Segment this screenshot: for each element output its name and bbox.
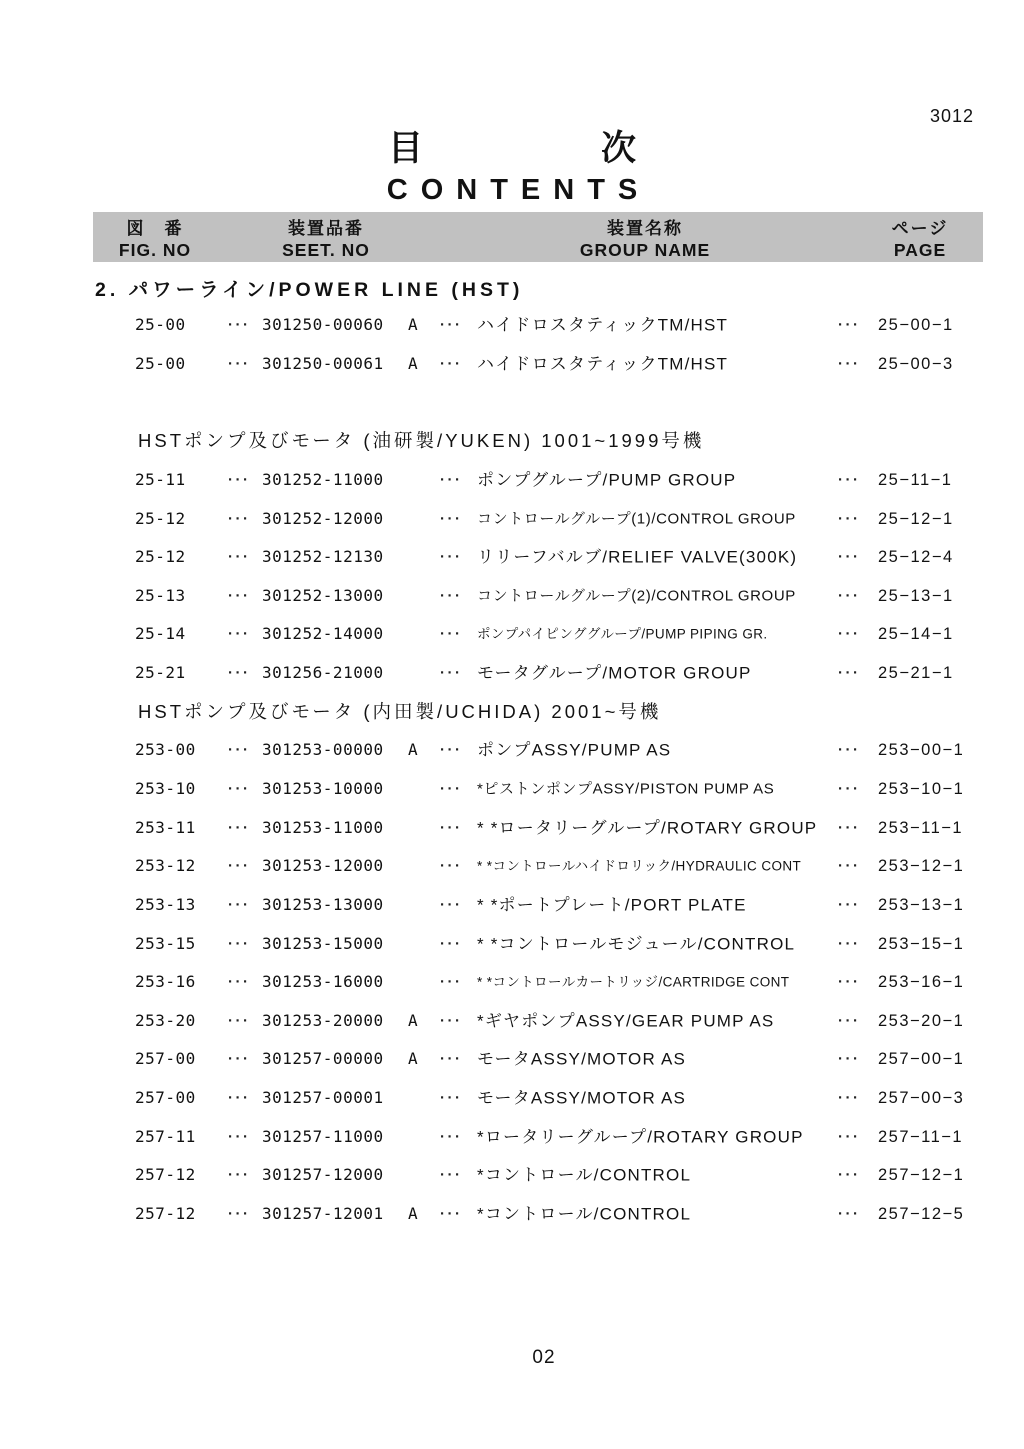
leader-dots: ··· — [440, 625, 463, 643]
footer-page-number: 02 — [532, 1347, 556, 1368]
leader-dots: ··· — [838, 780, 861, 798]
toc-subsection — [0, 692, 1024, 731]
leader-dots: ··· — [228, 664, 251, 682]
toc-entry — [0, 654, 1024, 693]
toc-entry — [0, 847, 1024, 886]
toc-entry — [0, 1195, 1024, 1234]
seet-no: 301253-10000 — [262, 779, 384, 798]
leader-dots: ··· — [838, 510, 861, 528]
seet-no: 301257-11000 — [262, 1126, 384, 1146]
leader-dots: ··· — [440, 1166, 463, 1184]
fig-no: 253-13 — [135, 894, 196, 914]
group-name: モータASSY/MOTOR AS — [477, 1088, 687, 1108]
toc-entry — [0, 499, 1024, 538]
leader-dots: ··· — [228, 1166, 251, 1184]
doc-code: 3012 — [930, 106, 975, 126]
seet-no: 301253-15000 — [262, 933, 384, 953]
leader-dots: ··· — [440, 1205, 463, 1223]
leader-dots: ··· — [838, 819, 861, 837]
leader-dots: ··· — [228, 780, 251, 798]
fig-no: 25-00 — [135, 315, 186, 335]
toc-entry — [0, 345, 1024, 384]
group-name: ハイドロスタティックTM/HST — [477, 315, 729, 335]
leader-dots: ··· — [228, 741, 251, 759]
toc-entry — [0, 963, 1024, 1002]
section-title: 2. パワーライン/POWER LINE (HST) — [95, 279, 524, 301]
leader-dots: ··· — [440, 857, 463, 875]
leader-dots: ··· — [228, 355, 251, 373]
leader-dots: ··· — [838, 316, 861, 334]
page-no: 253−00−1 — [878, 741, 965, 760]
page-no: 25−00−3 — [878, 354, 954, 373]
revision-letter: A — [408, 1010, 418, 1030]
column-header-fig-en: FIG. NO — [118, 239, 192, 260]
toc-entry — [0, 538, 1024, 577]
fig-no: 25-12 — [135, 547, 186, 567]
leader-dots: ··· — [228, 857, 251, 875]
leader-dots: ··· — [838, 471, 861, 489]
leader-dots: ··· — [838, 587, 861, 605]
leader-dots: ··· — [838, 1089, 861, 1107]
leader-dots: ··· — [838, 1128, 861, 1146]
seet-no: 301250-00061 — [262, 353, 384, 373]
leader-dots: ··· — [228, 935, 251, 953]
title-en-text: CONTENTS — [386, 174, 651, 206]
page-no: 257−12−5 — [878, 1204, 965, 1223]
fig-no: 253-00 — [135, 740, 196, 760]
page-no: 257−12−1 — [878, 1166, 965, 1185]
seet-no: 301252-12000 — [262, 508, 384, 528]
leader-dots: ··· — [838, 973, 861, 991]
column-header-seet-no — [282, 212, 370, 262]
leader-dots: ··· — [838, 1012, 861, 1030]
leader-dots: ··· — [228, 819, 251, 837]
seet-no: 301252-11000 — [262, 469, 384, 489]
group-name: ポンプグループ/PUMP GROUP — [477, 470, 737, 490]
page-no: 257−00−1 — [878, 1050, 965, 1069]
leader-dots: ··· — [838, 896, 861, 914]
leader-dots: ··· — [228, 1012, 251, 1030]
leader-dots: ··· — [228, 1050, 251, 1068]
group-name: * *ポートプレート/PORT PLATE — [477, 895, 747, 915]
fig-no: 253-20 — [135, 1010, 196, 1030]
leader-dots: ··· — [838, 355, 861, 373]
leader-dots: ··· — [440, 1012, 463, 1030]
page-no: 25−21−1 — [878, 663, 954, 682]
seet-no: 301253-16000 — [262, 972, 384, 992]
group-name: *ロータリーグループ/ROTARY GROUP — [477, 1127, 804, 1147]
column-header-name-ja: 装置名称 — [607, 218, 683, 238]
toc-entry — [0, 924, 1024, 963]
seet-no: 301257-00001 — [262, 1088, 384, 1108]
leader-dots: ··· — [228, 316, 251, 334]
group-name: *コントロール/CONTROL — [477, 1204, 692, 1224]
page-no: 253−16−1 — [878, 972, 965, 991]
leader-dots: ··· — [838, 741, 861, 759]
leader-dots: ··· — [228, 510, 251, 528]
group-name: * *ロータリーグループ/ROTARY GROUP — [477, 818, 818, 838]
leader-dots: ··· — [440, 1128, 463, 1146]
toc-entry — [0, 615, 1024, 654]
fig-no: 257-00 — [135, 1049, 196, 1069]
revision-letter: A — [408, 1049, 418, 1069]
group-name: *ギヤポンプASSY/GEAR PUMP AS — [477, 1011, 775, 1031]
column-header-fig-ja: 図 番 — [126, 218, 184, 238]
leader-dots: ··· — [440, 741, 463, 759]
leader-dots: ··· — [838, 625, 861, 643]
leader-dots: ··· — [440, 510, 463, 528]
page-no: 25−12−4 — [878, 547, 954, 566]
fig-no: 25-00 — [135, 353, 186, 373]
seet-no: 301257-12001 — [262, 1204, 384, 1224]
seet-no: 301252-14000 — [262, 624, 384, 644]
table-header-bar — [93, 212, 983, 262]
leader-dots: ··· — [838, 1166, 861, 1184]
seet-no: 301257-12000 — [262, 1165, 384, 1185]
fig-no: 257-11 — [135, 1126, 196, 1146]
page-no: 257−11−1 — [878, 1127, 964, 1146]
seet-no: 301252-12130 — [262, 547, 384, 567]
fig-no: 257-00 — [135, 1088, 196, 1108]
leader-dots: ··· — [440, 935, 463, 953]
page-no: 253−12−1 — [878, 857, 965, 876]
fig-no: 253-10 — [135, 779, 196, 798]
group-name: * *コントロールカートリッジ/CARTRIDGE CONT — [477, 974, 790, 990]
fig-no: 25-11 — [135, 469, 186, 489]
toc-entry — [0, 1117, 1024, 1156]
toc-entry — [0, 1156, 1024, 1195]
toc-subsection — [0, 422, 1024, 461]
group-name: コントロールグループ(1)/CONTROL GROUP — [477, 510, 796, 528]
leader-dots: ··· — [838, 935, 861, 953]
toc-entry — [0, 306, 1024, 345]
seet-no: 301253-13000 — [262, 894, 384, 914]
seet-no: 301252-13000 — [262, 585, 384, 605]
leader-dots: ··· — [440, 1050, 463, 1068]
leader-dots: ··· — [440, 896, 463, 914]
toc-entry — [0, 1002, 1024, 1041]
toc-rows — [0, 306, 1024, 1233]
group-name: モータASSY/MOTOR AS — [477, 1049, 687, 1069]
toc-entry — [0, 1079, 1024, 1118]
group-name: ポンプパイピンググループ/PUMP PIPING GR. — [477, 626, 768, 642]
leader-dots: ··· — [228, 471, 251, 489]
column-header-page — [892, 212, 949, 262]
title-char-moku: 目 — [387, 129, 423, 168]
column-header-page-ja: ページ — [891, 218, 949, 238]
group-name: リリーフバルブ/RELIEF VALVE(300K) — [477, 547, 798, 567]
leader-dots: ··· — [228, 973, 251, 991]
fig-no: 25-13 — [135, 585, 186, 605]
fig-no: 257-12 — [135, 1165, 196, 1185]
leader-dots: ··· — [228, 1128, 251, 1146]
seet-no: 301250-00060 — [262, 315, 384, 335]
leader-dots: ··· — [838, 1050, 861, 1068]
page-no: 25−00−1 — [878, 316, 954, 335]
leader-dots: ··· — [228, 896, 251, 914]
group-name: *コントロール/CONTROL — [477, 1165, 692, 1185]
group-name: ハイドロスタティックTM/HST — [477, 354, 729, 374]
leader-dots: ··· — [838, 1205, 861, 1223]
leader-dots: ··· — [440, 1089, 463, 1107]
page-no: 25−11−1 — [878, 470, 953, 489]
seet-no: 301253-00000 — [262, 740, 384, 760]
leader-dots: ··· — [440, 664, 463, 682]
toc-entry — [0, 731, 1024, 770]
seet-no: 301253-20000 — [262, 1010, 384, 1030]
seet-no: 301253-11000 — [262, 817, 384, 837]
column-header-name-en: GROUP NAME — [579, 239, 711, 260]
leader-dots: ··· — [838, 857, 861, 875]
revision-letter: A — [408, 315, 418, 335]
leader-dots: ··· — [440, 316, 463, 334]
column-header-group-name — [580, 212, 710, 262]
revision-letter: A — [408, 740, 418, 760]
toc-entry — [0, 576, 1024, 615]
revision-letter: A — [408, 1204, 418, 1224]
subsection-title: HSTポンプ及びモータ (油研製/YUKEN) 1001~1999号機 — [138, 429, 705, 451]
toc-entry — [0, 886, 1024, 925]
page-no: 253−10−1 — [878, 779, 965, 798]
leader-dots: ··· — [838, 548, 861, 566]
seet-no: 301257-00000 — [262, 1049, 384, 1069]
column-header-fig-no — [119, 212, 191, 262]
group-name: *ピストンポンプASSY/PISTON PUMP AS — [477, 780, 775, 798]
leader-dots: ··· — [440, 471, 463, 489]
page-title-japanese — [0, 130, 1024, 169]
page-title-english — [0, 174, 1024, 207]
toc-entry — [0, 461, 1024, 500]
seet-no: 301256-21000 — [262, 663, 384, 683]
fig-no: 25-12 — [135, 508, 186, 528]
leader-dots: ··· — [440, 587, 463, 605]
leader-dots: ··· — [440, 780, 463, 798]
fig-no: 257-12 — [135, 1204, 196, 1224]
leader-dots: ··· — [440, 819, 463, 837]
leader-dots: ··· — [228, 625, 251, 643]
leader-dots: ··· — [440, 355, 463, 373]
fig-no: 25-14 — [135, 624, 186, 644]
fig-no: 253-12 — [135, 856, 196, 876]
seet-no: 301253-12000 — [262, 856, 384, 876]
toc-spacer — [0, 383, 1024, 422]
column-header-page-en: PAGE — [893, 239, 947, 260]
fig-no: 253-11 — [135, 817, 196, 837]
fig-no: 253-15 — [135, 933, 196, 953]
fig-no: 253-16 — [135, 972, 196, 992]
page-no: 25−14−1 — [878, 625, 954, 644]
page-no: 253−20−1 — [878, 1011, 965, 1030]
leader-dots: ··· — [228, 1089, 251, 1107]
group-name: コントロールグループ(2)/CONTROL GROUP — [477, 587, 796, 605]
revision-letter: A — [408, 353, 418, 373]
group-name: * *コントロールハイドロリック/HYDRAULIC CONT — [477, 858, 802, 874]
page-no: 253−15−1 — [878, 934, 965, 953]
fig-no: 25-21 — [135, 663, 186, 683]
leader-dots: ··· — [228, 587, 251, 605]
page-no: 25−12−1 — [878, 509, 954, 528]
leader-dots: ··· — [440, 973, 463, 991]
column-header-seet-ja: 装置品番 — [288, 218, 364, 238]
leader-dots: ··· — [228, 1205, 251, 1223]
group-name: ポンプASSY/PUMP AS — [477, 740, 672, 760]
leader-dots: ··· — [838, 664, 861, 682]
toc-entry — [0, 770, 1024, 809]
leader-dots: ··· — [228, 548, 251, 566]
toc-entry — [0, 808, 1024, 847]
column-header-seet-en: SEET. NO — [282, 239, 370, 260]
group-name: * *コントロールモジュール/CONTROL — [477, 934, 796, 954]
title-char-ji: 次 — [601, 129, 637, 168]
subsection-title: HSTポンプ及びモータ (内田製/UCHIDA) 2001~号機 — [138, 700, 662, 722]
page-no: 253−11−1 — [878, 818, 964, 837]
page-no: 253−13−1 — [878, 895, 965, 914]
page-no: 257−00−3 — [878, 1088, 965, 1107]
group-name: モータグループ/MOTOR GROUP — [477, 663, 752, 683]
toc-entry — [0, 1040, 1024, 1079]
leader-dots: ··· — [440, 548, 463, 566]
page-no: 25−13−1 — [878, 586, 954, 605]
